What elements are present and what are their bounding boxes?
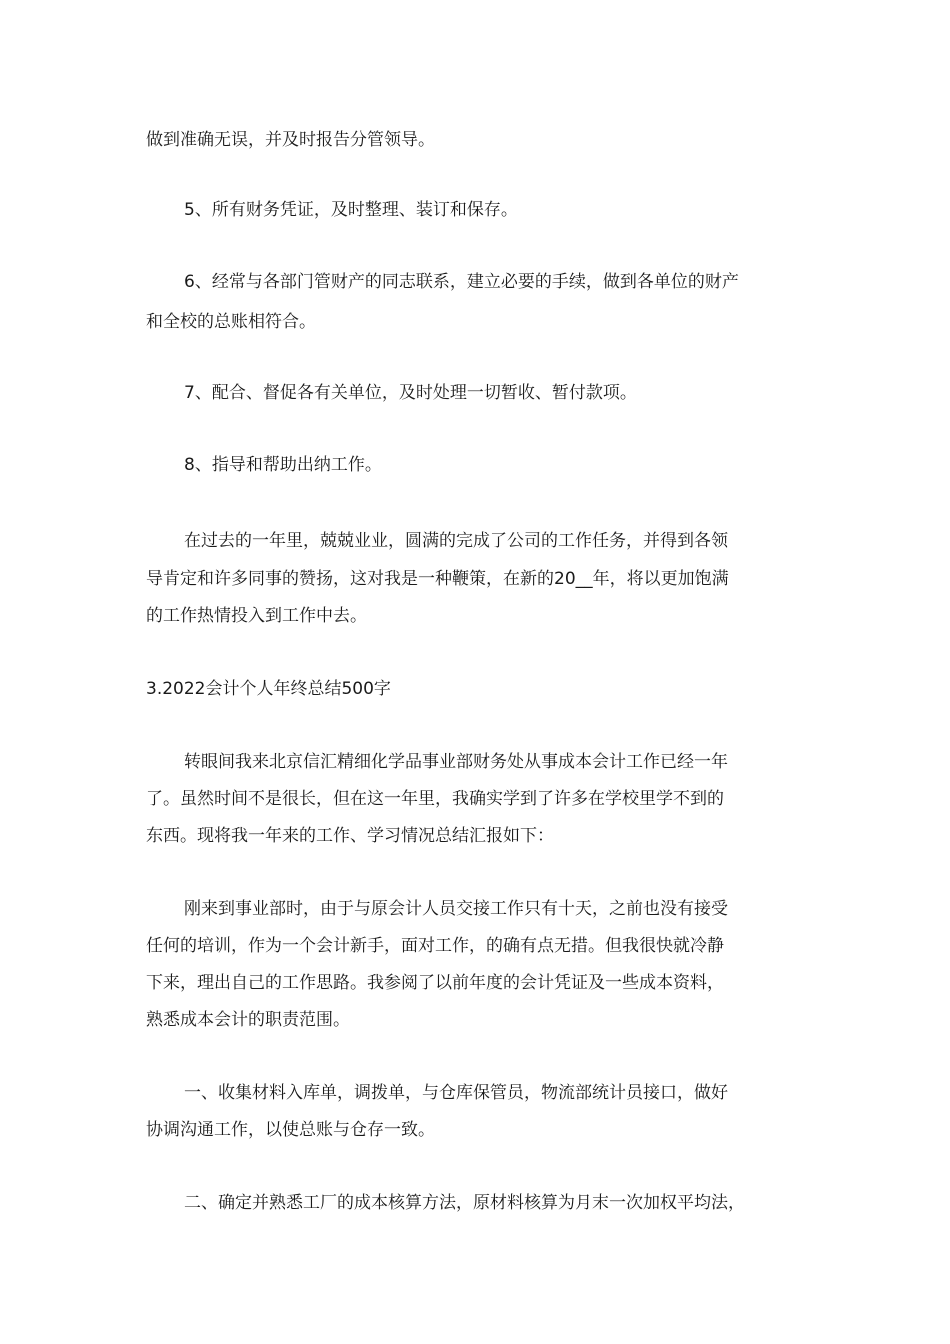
paragraph-line: 二、确定并熟悉工厂的成本核算方法，原材料核算为月末一次加权平均法， — [184, 1193, 745, 1213]
paragraph-line: 了。虽然时间不是很长，但在这一年里，我确实学到了许多在学校里学不到的 — [146, 789, 724, 809]
paragraph-line: 刚来到事业部时，由于与原会计人员交接工作只有十天，之前也没有接受 — [184, 899, 728, 919]
paragraph-line: 转眼间我来北京信汇精细化学品事业部财务处从事成本会计工作已经一年 — [184, 752, 728, 772]
list-item-6: 6、经常与各部门管财产的同志联系，建立必要的手续，做到各单位的财产 — [184, 272, 739, 292]
section-heading: 3.2022会计个人年终总结500字 — [146, 679, 391, 699]
text-line: 做到准确无误，并及时报告分管领导。 — [146, 130, 435, 150]
list-item-8: 8、指导和帮助出纳工作。 — [184, 455, 382, 475]
paragraph-line: 东西。现将我一年来的工作、学习情况总结汇报如下： — [146, 826, 554, 846]
paragraph-line: 一、收集材料入库单，调拨单，与仓库保管员，物流部统计员接口，做好 — [184, 1083, 728, 1103]
paragraph-line: 任何的培训，作为一个会计新手，面对工作，的确有点无措。但我很快就冷静 — [146, 936, 724, 956]
paragraph-line: 的工作热情投入到工作中去。 — [146, 606, 367, 626]
list-item-5: 5、所有财务凭证，及时整理、装订和保存。 — [184, 200, 518, 220]
list-item-7: 7、配合、督促各有关单位，及时处理一切暂收、暂付款项。 — [184, 383, 637, 403]
paragraph-line: 协调沟通工作，以使总账与仓存一致。 — [146, 1120, 435, 1140]
paragraph-line: 导肯定和许多同事的赞扬，这对我是一种鞭策，在新的20__年，将以更加饱满 — [146, 569, 729, 589]
paragraph-line: 熟悉成本会计的职责范围。 — [146, 1010, 350, 1030]
paragraph-line: 在过去的一年里，兢兢业业，圆满的完成了公司的工作任务，并得到各领 — [184, 531, 728, 551]
paragraph-line: 下来，理出自己的工作思路。我参阅了以前年度的会计凭证及一些成本资料， — [146, 973, 724, 993]
text-line: 和全校的总账相符合。 — [146, 312, 316, 332]
